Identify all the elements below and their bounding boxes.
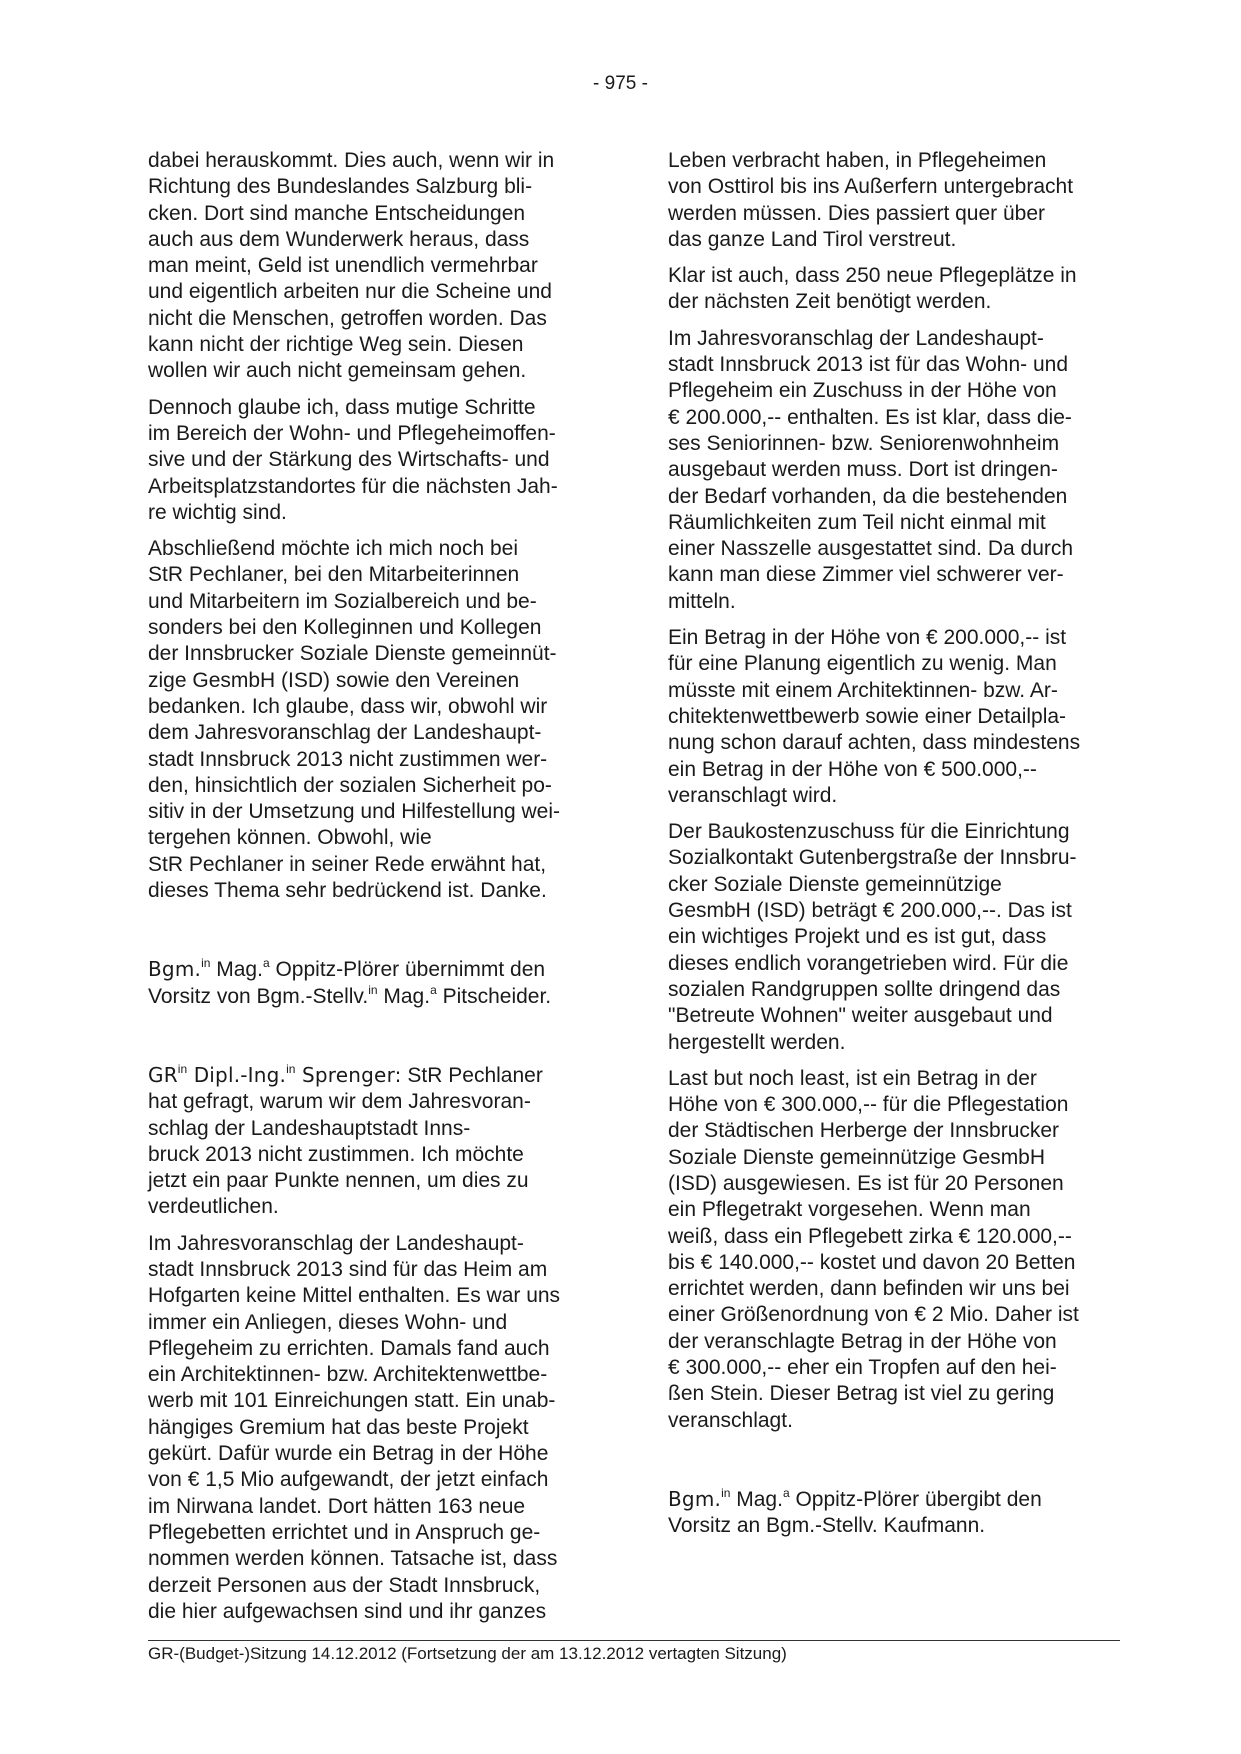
page-number: - 975 - [593,73,648,94]
paragraph: Der Baukostenzuschuss für die Einrichtung Sozialkontakt Gutenbergstraße der Innsbru- cker Soziale Dienste gemeinnützige GesmbH (ISD) beträgt € 200.000,--. Das ist ein wichtiges Projekt und es ist gut, dass dieses endlich vorangetrieben wird. Für die sozialen Randgruppen sollte dringend das "Betreute Wohnen" weiter ausgebaut und hergestellt werden. [668,820,1077,1054]
title-mag: Mag. [210,958,263,982]
title-mag: Mag. [730,1487,783,1511]
speaker-paragraph [148,1062,600,1221]
right-column [668,148,1123,1550]
paragraph: Im Jahresvoranschlag der Landeshaupt- stadt Innsbruck 2013 sind für das Heim am Hofgarten keine Mittel enthalten. Es war uns immer ein Anliegen, dieses Wohn- und Pflegeheim zu errichten. Damals fand auch ein Architektinnen- bzw. Architektenwettbe- werb mit 101 Einreichungen statt. Ein unab- hängiges Gremium hat das beste Projekt gekürt. Dafür wurde ein Betrag in der Höhe von € 1,5 Mio aufgewandt, der jetzt einfach im Nirwana landet. Dort hätten 163 neue Pflegebetten errichtet und in Anspruch ge- nommen werden können. Tatsache ist, dass derzeit Personen aus der Stadt Innsbruck, die hier aufgewachsen sind und ihr ganzes [148,1231,561,1623]
chair-change-note [668,1486,1123,1540]
superscript: a [262,956,270,971]
title-mag: Mag. [377,984,431,1008]
chair-change-text: Pitscheider. [436,984,552,1008]
superscript: in [368,982,378,997]
paragraph: Im Jahresvoranschlag der Landeshaupt- stadt Innsbruck 2013 ist für das Wohn- und Pflegeheim ein Zuschuss in der Höhe von € 200.000,-- enthalten. Es ist klar, dass die- ses Seniorinnen- bzw. Seniorenwohnheim ausgebaut werden muss. Dort ist dringen- der Bedarf vorhanden, da die bestehenden Räumlichkeiten zum Teil nicht einmal mit einer Nasszelle ausgestattet sind. Da durch kann man diese Zimmer viel schwerer ver- mitteln. [668,326,1074,613]
footer: GR-(Budget-)Sitzung 14.12.2012 (Fortsetzung der am 13.12.2012 vertagten Sitzung) [148,1644,787,1663]
speaker-name: Sprenger: [295,1062,402,1087]
title-bgm: Bgm. [148,957,202,982]
speaker-text: StR Pechlaner hat gefragt, warum wir dem Jahresvoran- schlag der Landeshauptstadt Inns- bruck 2013 nicht zustimmen. Ich möchte jetzt ein paar Punkte nennen, um dies zu verdeutlichen. [148,1063,543,1219]
superscript: a [430,982,437,997]
speaker-title: Dipl.-Ing. [187,1062,287,1087]
superscript: in [177,1061,188,1076]
paragraph: Last but noch least, ist ein Betrag in der Höhe von € 300.000,-- für die Pflegestation der Städtischen Herberge der Innsbrucker Soziale Dienste gemeinnützige GesmbH (ISD) ausgewiesen. Es ist für 20 Personen ein Pflegetrakt vorgesehen. Wenn man weiß, dass ein Pflegebett zirka € 120.000,-- bis € 140.000,-- kostet und davon 20 Betten errichtet werden, dann befinden wir uns bei einer Größenordnung von € 2 Mio. Daher ist der veranschlagte Betrag in der Höhe von € 300.000,-- eher ein Tropfen auf den hei- ßen Stein. Dieser Betrag ist viel zu gering veranschlagt. [668,1066,1079,1432]
paragraph: Ein Betrag in der Höhe von € 200.000,-- ist für eine Planung eigentlich zu wenig. Man müsste mit einem Architektinnen- bzw. Ar- chitektenwettbewerb sowie einer Detailpla- nung schon darauf achten, dass mindestens ein Betrag in der Höhe von € 500.000,-- veranschlagt wird. [668,626,1081,807]
chair-change-text: Oppitz-Plörer übergibt den Vorsitz an Bgm.-Stellv. Kaufmann. [668,1487,1042,1538]
paragraph: dabei herauskommt. Dies auch, wenn wir in Richtung des Bundeslandes Salzburg bli- cken. Dort sind manche Entscheidungen auch aus dem Wunderwerk heraus, dass man meint, Geld ist unendlich vermehrbar und eigentlich arbeiten nur die Scheine und nicht die Menschen, getroffen worden. Das kann nicht der richtige Weg sein. Diesen wollen wir auch nicht gemeinsam gehen. [148,149,555,383]
left-column [148,148,600,1635]
footer-divider [148,1640,1120,1641]
paragraph: Dennoch glaube ich, dass mutige Schritte im Bereich der Wohn- und Pflegeheimoffen- sive und der Stärkung des Wirtschafts- und Arbeitsplatzstandortes für die nächsten Jah- re wichtig sind. [148,395,558,524]
paragraph: Leben verbracht haben, in Pflegeheimen von Osttirol bis ins Außerfern untergebracht werden müssen. Dies passiert quer über das ganze Land Tirol verstreut. [668,149,1074,251]
speaker-title: GR [148,1062,178,1087]
paragraph: Abschließend möchte ich mich noch bei StR Pechlaner, bei den Mitarbeiterinnen und Mitarbeitern im Sozialbereich und be- sonders bei den Kolleginnen und Kollegen der Innsbrucker Soziale Dienste gemeinnüt- zige GesmbH (ISD) sowie den Vereinen bedanken. Ich glaube, dass wir, obwohl wir dem Jahresvoranschlag der Landeshaupt- stadt Innsbruck 2013 nicht zustimmen wer- den, hinsichtlich der sozialen Sicherheit po- sitiv in der Umsetzung und Hilfestellung wei- tergehen können. Obwohl, wie StR Pechlaner in seiner Rede erwähnt hat, dieses Thema sehr bedrückend ist. Danke. [148,537,561,903]
superscript: in [286,1061,296,1076]
title-bgm: Bgm. [668,1486,722,1511]
chair-change-text: Oppitz-Plörer übernimmt den Vorsitz von Bgm.-Stellv. [148,958,546,1008]
superscript: in [201,956,211,971]
superscript: a [782,1485,790,1500]
paragraph: Klar ist auch, dass 250 neue Pflegeplätze in der nächsten Zeit benötigt werden. [668,264,1077,314]
superscript: in [721,1485,731,1500]
chair-change-note [148,956,600,1010]
